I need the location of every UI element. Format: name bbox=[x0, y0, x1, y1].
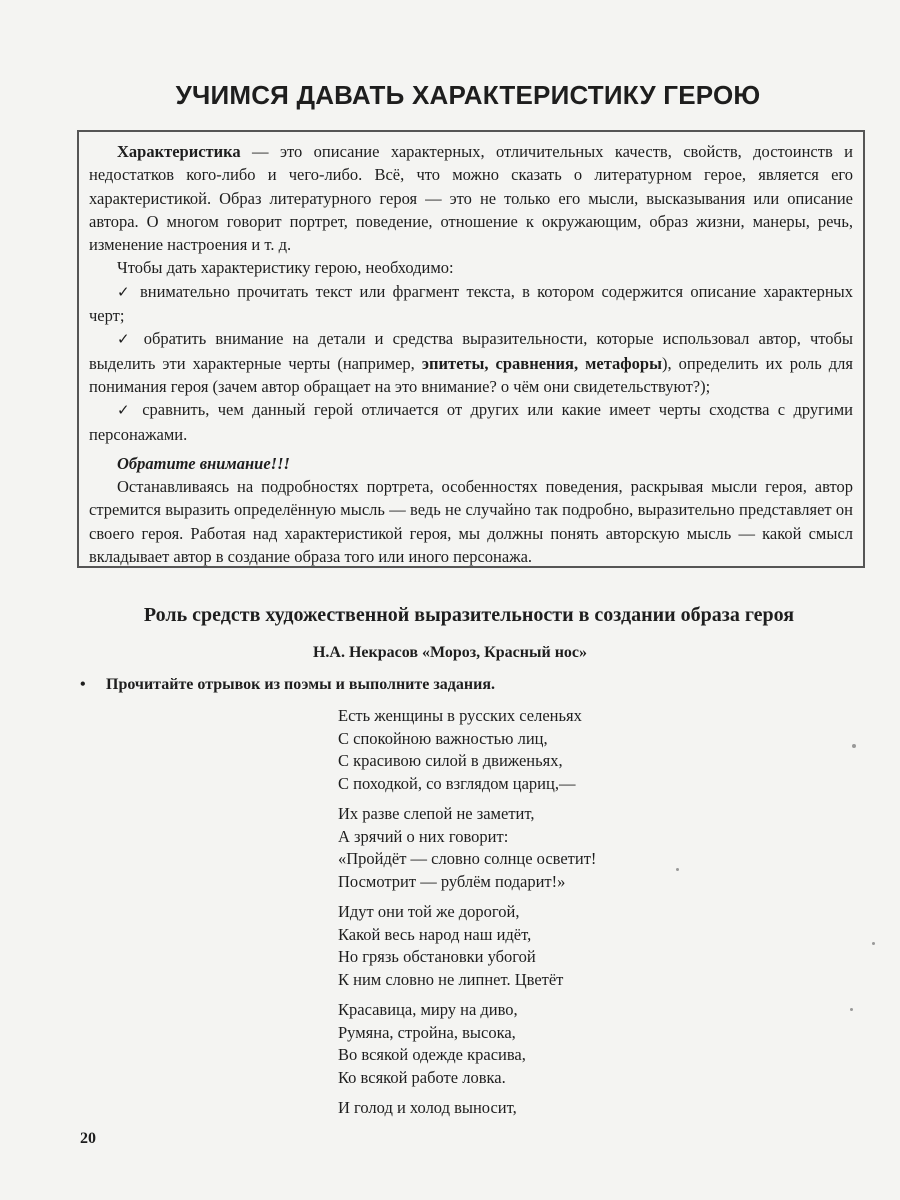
print-speck bbox=[872, 942, 875, 945]
definition-paragraph: Характеристика — это описание характерных, отличительных качеств, свойств, достоинств и недостатков кого-либо и чего-либо. Всё, что можно сказать о литературном герое, является его характеристикой. Образ литературного героя — это не только его мысли, высказывания или описание автора. О многом говорит портрет, поведение, отношение к окружающим, образ жизни, манеры, речь, изменение настроения и т. д. bbox=[89, 142, 853, 255]
note-heading: Обратите внимание!!! bbox=[117, 453, 290, 473]
print-speck bbox=[850, 1008, 853, 1011]
poem-stanza bbox=[338, 999, 596, 1089]
poem-line: Какой весь народ наш идёт, bbox=[338, 924, 532, 944]
poem-line: С красивою силой в движеньях, bbox=[338, 751, 563, 770]
work-title: Н.А. Некрасов «Мороз, Красный нос» bbox=[312, 644, 588, 661]
poem-line: Их разве слепой не заметит, bbox=[338, 804, 535, 823]
task-instruction: • Прочитайте отрывок из поэмы и выполните задания. bbox=[80, 676, 495, 693]
poem-line: Ко всякой работе ловка. bbox=[338, 1067, 506, 1087]
poem-stanza bbox=[338, 705, 596, 795]
poem-line: К ним словно не липнет. Цветёт bbox=[338, 969, 564, 989]
poem-stanza bbox=[338, 803, 596, 893]
print-speck bbox=[852, 744, 856, 748]
section-title: Роль средств художественной выразительности в создании образа героя bbox=[143, 604, 795, 626]
poem-excerpt bbox=[338, 705, 596, 1128]
page-title: УЧИМСЯ ДАВАТЬ ХАРАКТЕРИСТИКУ ГЕРОЮ bbox=[175, 80, 761, 110]
bullet-icon: • bbox=[80, 676, 86, 693]
note-paragraph: Останавливаясь на подробностях портрета, особенностях поведения, раскрывая мысли героя, автор стремится выразить определённую мысль — ведь не случайно так подробно, выразительно представляет он своего героя. Работая над характеристикой героя, мы должны понять авторскую мысль — какой смысл вкладывает автор в создание образа того или иного персонажа. bbox=[89, 477, 853, 567]
term-characteristic: Характеристика bbox=[117, 142, 241, 161]
page-number: 20 bbox=[80, 1130, 96, 1147]
poem-line: «Пройдёт — словно солнце осветит! bbox=[338, 849, 597, 868]
step-item-3: ✓ сравнить, чем данный герой отличается от других или какие имеет черты сходства с другими персонажами. bbox=[89, 400, 854, 444]
poem-line: Красавица, миру на диво, bbox=[338, 1000, 518, 1019]
poem-line: Идут они той же дорогой, bbox=[338, 902, 520, 921]
step-item-1: ✓ внимательно прочитать текст или фрагмент текста, в котором содержится описание характерных черт; bbox=[89, 281, 853, 326]
poem-stanza bbox=[338, 1097, 596, 1120]
poem-stanza bbox=[338, 901, 596, 991]
poem-line: И голод и холод выносит, bbox=[338, 1098, 517, 1117]
poem-line: Посмотрит — рублём подарит!» bbox=[338, 871, 566, 891]
poem-line: Румяна, стройна, высока, bbox=[338, 1022, 516, 1042]
checkmark-icon: ✓ bbox=[117, 282, 133, 301]
poem-line: С спокойною важностью лиц, bbox=[338, 728, 548, 748]
poem-line: Есть женщины в русских селеньях bbox=[338, 706, 582, 725]
steps-intro: Чтобы дать характеристику герою, необходимо: bbox=[117, 258, 454, 278]
checkmark-icon: ✓ bbox=[117, 330, 135, 349]
poem-line: С походкой, со взглядом цариц,— bbox=[338, 773, 576, 793]
poem-line: А зрячий о них говорит: bbox=[338, 826, 509, 846]
definition-box bbox=[77, 130, 865, 568]
checkmark-icon: ✓ bbox=[117, 401, 134, 420]
step-item-2: ✓ обратить внимание на детали и средства выразительности, которые использовал автор, чтобы выделить эти характерные черты (например, эпитеты, сравнения, метафоры), определить их роль для понимания героя (зачем автор обращает на это внимание? о чём они свидетельствуют?); bbox=[89, 329, 854, 396]
devices-list: эпитеты, сравнения, метафоры bbox=[421, 353, 662, 373]
poem-line: Но грязь обстановки убогой bbox=[338, 947, 536, 966]
poem-line: Во всякой одежде красива, bbox=[338, 1045, 526, 1064]
print-speck bbox=[676, 868, 679, 871]
